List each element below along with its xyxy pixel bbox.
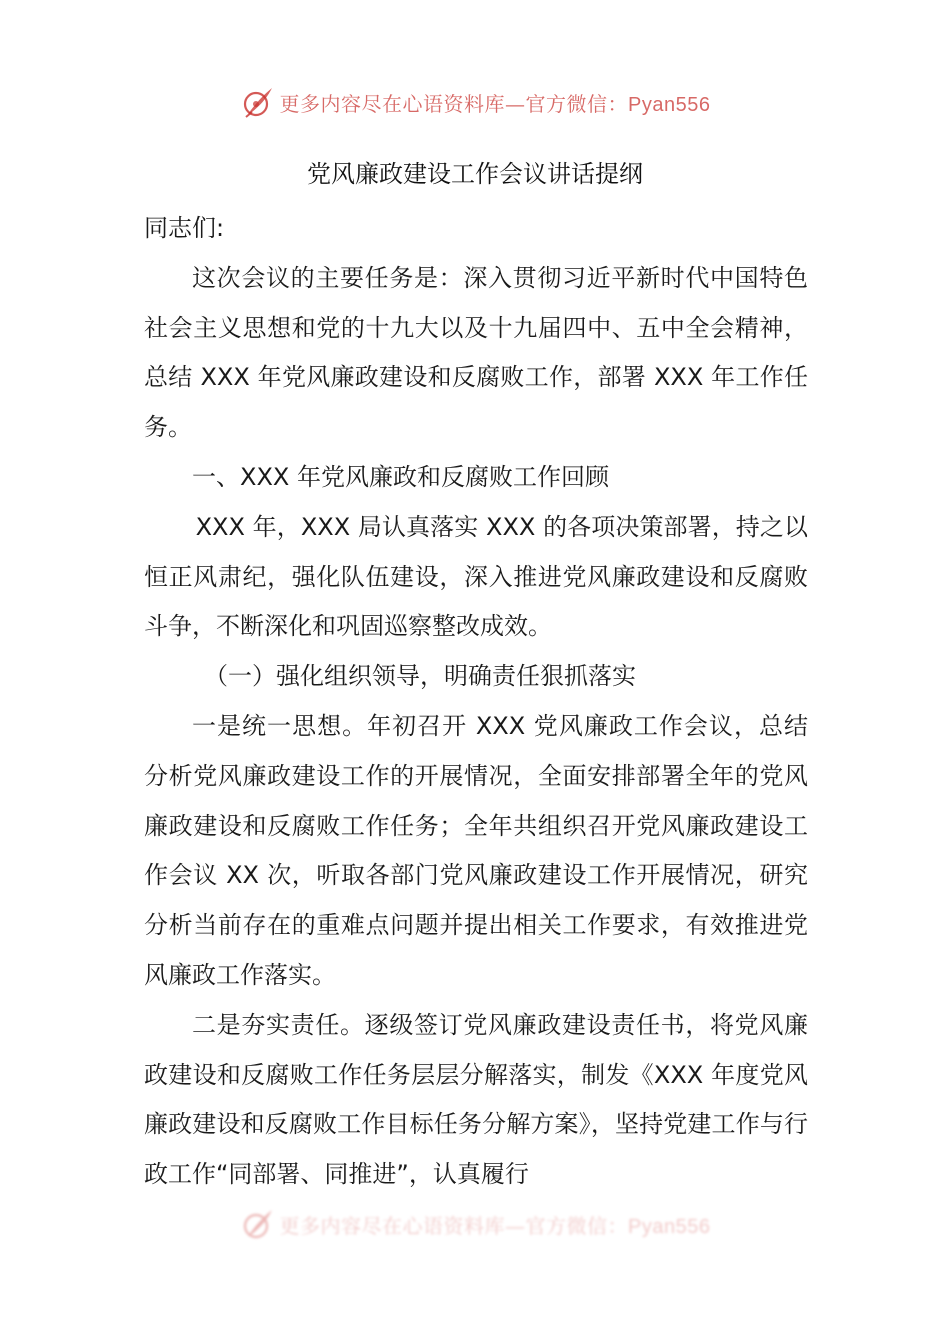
salutation: 同志们: bbox=[144, 214, 225, 242]
quill-logo-icon bbox=[240, 84, 276, 120]
footer-watermark-slogan: 更多内容尽在心语资料库—官方微信： bbox=[279, 1213, 629, 1238]
footer-watermark-banner bbox=[0, 1204, 950, 1244]
document-body bbox=[144, 204, 808, 1200]
paragraph-review-summary: XXX 年，XXX 局认真落实 XXX 的各项决策部署，持之以恒正风肃纪，强化队伍建设，深入推进党风廉政建设和反腐败斗争，不断深化和巩固巡察整改成效。 bbox=[144, 512, 808, 641]
watermark-text bbox=[280, 88, 711, 117]
watermark-slogan: 更多内容尽在心语资料库—官方微信： bbox=[279, 91, 629, 116]
footer-watermark-text bbox=[280, 1210, 711, 1239]
wechat-id: Pyan556 bbox=[628, 93, 711, 116]
section-heading-review: 一、XXX 年党风廉政和反腐败工作回顾 bbox=[192, 462, 609, 491]
footer-wechat-id: Pyan556 bbox=[628, 1215, 711, 1238]
paragraph-unify-thinking: 一是统一思想。年初召开 XXX 党风廉政工作会议，总结分析党风廉政建设工作的开展情况，全面安排部署全年的党风廉政建设和反腐败工作任务；全年共组织召开党风廉政建设工作会议 XX 次，听取各部门党风廉政建设工作开展情况，研究分析当前存在的重难点问题并提出相关工作要求，有效推进党风廉政工作落实。 bbox=[144, 711, 808, 989]
paragraph-consolidate-responsibility: 二是夯实责任。逐级签订党风廉政建设责任书，将党风廉政建设和反腐败工作任务层层分解落实，制发《XXX 年度党风廉政建设和反腐败工作目标任务分解方案》，坚持党建工作与行政工作“同部署、同推进”，认真履行 bbox=[144, 1010, 808, 1189]
header-watermark-banner bbox=[0, 82, 950, 122]
quill-logo-icon bbox=[240, 1206, 276, 1242]
subsection-heading-leadership: （一）强化组织领导，明确责任狠抓落实 bbox=[204, 662, 636, 691]
document-title: 党风廉政建设工作会议讲话提纲 bbox=[307, 160, 643, 188]
paragraph-meeting-task: 这次会议的主要任务是：深入贯彻习近平新时代中国特色社会主义思想和党的十九大以及十九届四中、五中全会精神，总结 XXX 年党风廉政建设和反腐败工作，部署 XXX 年工作任务。 bbox=[144, 263, 808, 442]
